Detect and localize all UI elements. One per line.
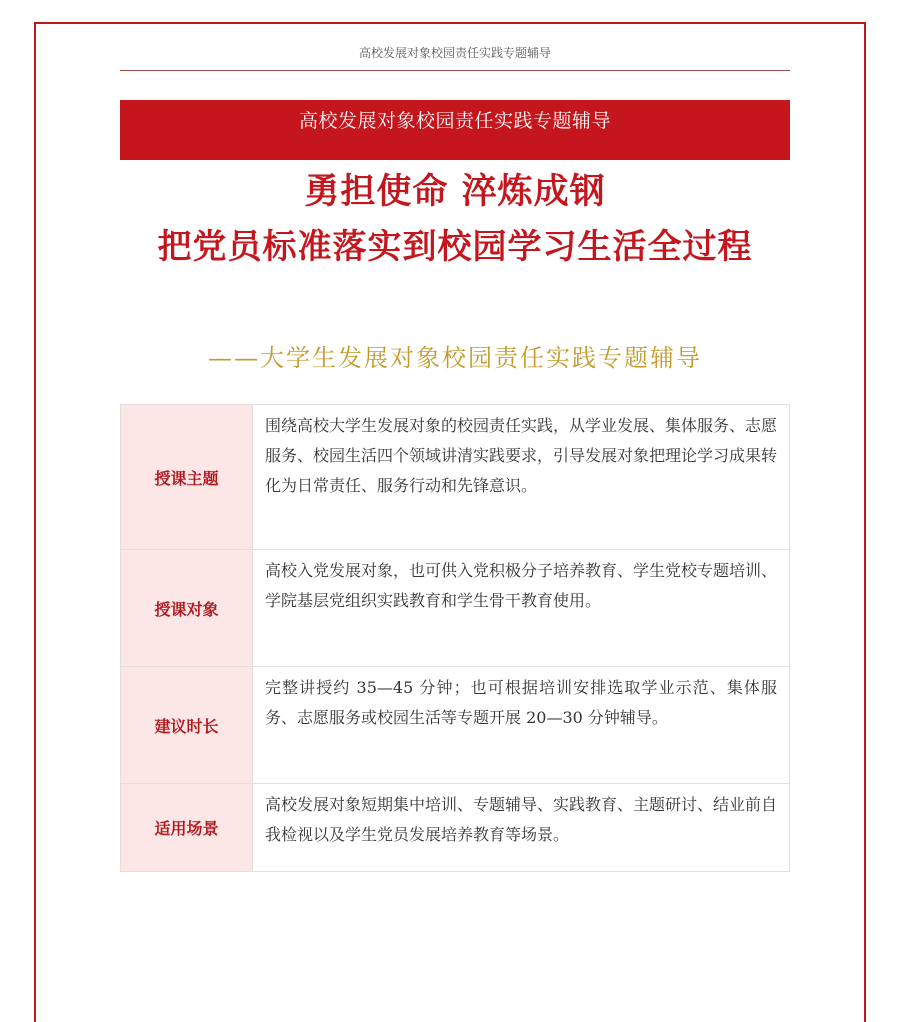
title-banner: 高校发展对象校园责任实践专题辅导 bbox=[120, 100, 790, 160]
main-title bbox=[120, 164, 790, 274]
table-row bbox=[121, 667, 790, 784]
main-title-line-2: 把党员标准落实到校园学习生活全过程 bbox=[157, 227, 753, 267]
row-value-topic: 围绕高校大学生发展对象的校园责任实践，从学业发展、集体服务、志愿服务、校园生活四个领域讲清实践要求，引导发展对象把理论学习成果转化为日常责任、服务行动和先锋意识。 bbox=[253, 405, 790, 550]
row-label-audience: 授课对象 bbox=[121, 550, 253, 667]
main-title-line-1: 勇担使命 淬炼成钢 bbox=[304, 172, 606, 212]
table-row bbox=[121, 550, 790, 667]
row-value-audience: 高校入党发展对象，也可供入党积极分子培养教育、学生党校专题培训、学院基层党组织实践教育和学生骨干教育使用。 bbox=[253, 550, 790, 667]
row-label-topic: 授课主题 bbox=[121, 405, 253, 550]
row-label-scenario: 适用场景 bbox=[121, 784, 253, 872]
info-table bbox=[120, 404, 790, 872]
header-divider bbox=[120, 70, 790, 71]
row-value-duration: 完整讲授约 35—45 分钟；也可根据培训安排选取学业示范、集体服务、志愿服务或校园生活等专题开展 20—30 分钟辅导。 bbox=[253, 667, 790, 784]
running-header: 高校发展对象校园责任实践专题辅导 bbox=[358, 46, 551, 60]
row-label-duration: 建议时长 bbox=[121, 667, 253, 784]
subtitle: ——大学生发展对象校园责任实践专题辅导 bbox=[208, 344, 702, 372]
row-value-scenario: 高校发展对象短期集中培训、专题辅导、实践教育、主题研讨、结业前自我检视以及学生党员发展培养教育等场景。 bbox=[253, 784, 790, 872]
table-row bbox=[121, 784, 790, 872]
table-row bbox=[121, 405, 790, 550]
